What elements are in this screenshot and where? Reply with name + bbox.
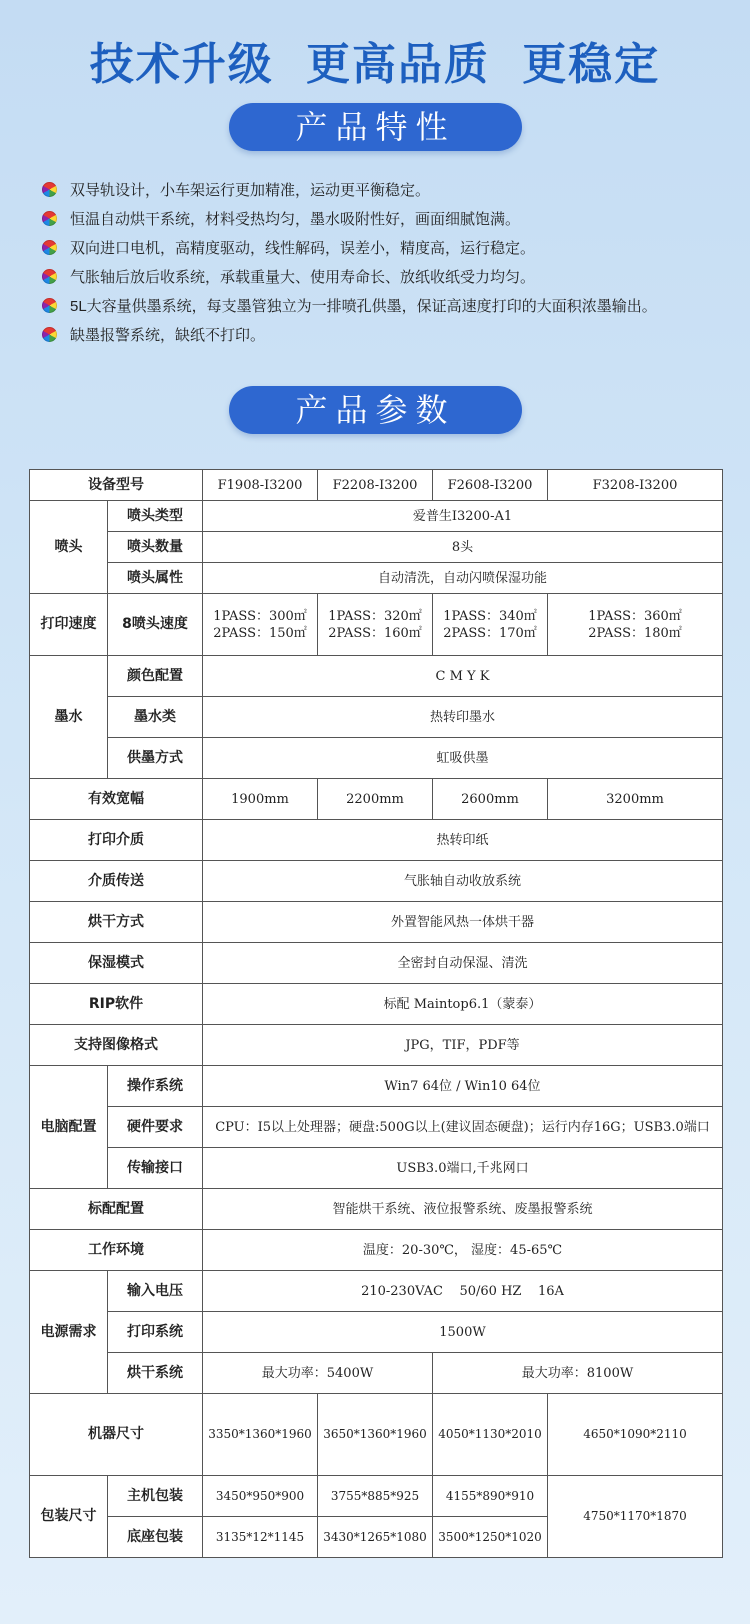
table-row bbox=[30, 1271, 723, 1312]
table-row bbox=[30, 470, 723, 501]
width-cell: 2600mm bbox=[433, 779, 548, 820]
speed-2pass: 2PASS：170㎡ bbox=[443, 625, 537, 641]
speed-1pass: 1PASS：300㎡ bbox=[213, 608, 307, 624]
rip-value: 标配 Maintop6.1（蒙泰） bbox=[203, 984, 723, 1025]
head-attr-value: 自动清洗，自动闪喷保湿功能 bbox=[203, 563, 723, 594]
head-count-label: 喷头数量 bbox=[108, 532, 203, 563]
ink-color-label: 颜色配置 bbox=[108, 656, 203, 697]
table-row bbox=[30, 1066, 723, 1107]
print-sys-label: 打印系统 bbox=[108, 1312, 203, 1353]
pack-base-cell: 3500*1250*1020 bbox=[433, 1517, 548, 1558]
params-title: 产品参数 bbox=[295, 392, 456, 428]
spec-table bbox=[29, 469, 723, 1558]
port-value: USB3.0端口,千兆网口 bbox=[203, 1148, 723, 1189]
dry-value: 外置智能风热一体烘干器 bbox=[203, 902, 723, 943]
model-cell: F3208-I3200 bbox=[548, 470, 723, 501]
color-wheel-icon bbox=[42, 269, 57, 284]
table-row bbox=[30, 820, 723, 861]
table-row bbox=[30, 1476, 723, 1517]
speed-1pass: 1PASS：360㎡ bbox=[588, 608, 682, 624]
moist-value: 全密封自动保湿、清洗 bbox=[203, 943, 723, 984]
table-row bbox=[30, 1230, 723, 1271]
ink-color-value: C M Y K bbox=[203, 656, 723, 697]
feature-item bbox=[42, 320, 742, 349]
table-row bbox=[30, 984, 723, 1025]
media-value: 热转印纸 bbox=[203, 820, 723, 861]
feature-item bbox=[42, 233, 742, 262]
table-row bbox=[30, 1107, 723, 1148]
std-value: 智能烘干系统、液位报警系统、废墨报警系统 bbox=[203, 1189, 723, 1230]
feature-text: 缺墨报警系统，缺纸不打印。 bbox=[70, 327, 266, 344]
transfer-label: 介质传送 bbox=[30, 861, 203, 902]
dry-label: 烘干方式 bbox=[30, 902, 203, 943]
feature-text: 5L大容量供墨系统，每支墨管独立为一排喷孔供墨，保证高速度打印的大面积浓墨输出。 bbox=[70, 298, 657, 315]
width-cell: 3200mm bbox=[548, 779, 723, 820]
feature-item bbox=[42, 175, 742, 204]
table-row bbox=[30, 1394, 723, 1476]
size-cell: 3650*1360*1960 bbox=[318, 1394, 433, 1476]
moist-label: 保湿模式 bbox=[30, 943, 203, 984]
pc-group-label: 电脑配置 bbox=[30, 1066, 108, 1189]
speed-1pass: 1PASS：340㎡ bbox=[443, 608, 537, 624]
size-label: 机器尺寸 bbox=[30, 1394, 203, 1476]
speed-label: 8喷头速度 bbox=[108, 594, 203, 656]
model-cell: F2208-I3200 bbox=[318, 470, 433, 501]
speed-cell bbox=[433, 594, 548, 656]
model-label: 设备型号 bbox=[30, 470, 203, 501]
width-label: 有效宽幅 bbox=[30, 779, 203, 820]
pack-base-cell: 3135*12*1145 bbox=[203, 1517, 318, 1558]
feature-text: 双导轨设计，小车架运行更加精准，运动更平衡稳定。 bbox=[70, 182, 431, 199]
media-label: 打印介质 bbox=[30, 820, 203, 861]
color-wheel-icon bbox=[42, 240, 57, 255]
speed-2pass: 2PASS：160㎡ bbox=[328, 625, 422, 641]
pack-base-cell: 3430*1265*1080 bbox=[318, 1517, 433, 1558]
table-row bbox=[30, 1148, 723, 1189]
dry-sys-value: 最大功率：8100W bbox=[433, 1353, 723, 1394]
voltage-value: 210-230VAC 50/60 HZ 16A bbox=[203, 1271, 723, 1312]
feature-list bbox=[42, 175, 742, 349]
table-row bbox=[30, 501, 723, 532]
size-cell: 4050*1130*2010 bbox=[433, 1394, 548, 1476]
pack-base-label: 底座包装 bbox=[108, 1517, 203, 1558]
table-row bbox=[30, 1353, 723, 1394]
table-row bbox=[30, 563, 723, 594]
pack-last-cell: 4750*1170*1870 bbox=[548, 1476, 723, 1558]
head-type-label: 喷头类型 bbox=[108, 501, 203, 532]
speed-cell bbox=[548, 594, 723, 656]
print-sys-value: 1500W bbox=[203, 1312, 723, 1353]
ink-group-label: 墨水 bbox=[30, 656, 108, 779]
os-value: Win7 64位 / Win10 64位 bbox=[203, 1066, 723, 1107]
feature-item bbox=[42, 204, 742, 233]
params-title-pill bbox=[229, 386, 522, 434]
pack-group-label: 包装尺寸 bbox=[30, 1476, 108, 1558]
power-group-label: 电源需求 bbox=[30, 1271, 108, 1394]
hw-label: 硬件要求 bbox=[108, 1107, 203, 1148]
color-wheel-icon bbox=[42, 211, 57, 226]
table-row bbox=[30, 738, 723, 779]
port-label: 传输接口 bbox=[108, 1148, 203, 1189]
color-wheel-icon bbox=[42, 327, 57, 342]
speed-1pass: 1PASS：320㎡ bbox=[328, 608, 422, 624]
table-row bbox=[30, 861, 723, 902]
feature-item bbox=[42, 291, 742, 320]
std-label: 标配配置 bbox=[30, 1189, 203, 1230]
os-label: 操作系统 bbox=[108, 1066, 203, 1107]
headline: 技术升级 更高品质 更稳定 bbox=[89, 40, 661, 89]
env-label: 工作环境 bbox=[30, 1230, 203, 1271]
color-wheel-icon bbox=[42, 298, 57, 313]
env-value: 温度：20-30℃， 湿度：45-65℃ bbox=[203, 1230, 723, 1271]
size-cell: 3350*1360*1960 bbox=[203, 1394, 318, 1476]
rip-label: RIP软件 bbox=[30, 984, 203, 1025]
width-cell: 2200mm bbox=[318, 779, 433, 820]
head-type-value: 爱普生I3200-A1 bbox=[203, 501, 723, 532]
ink-supply-value: 虹吸供墨 bbox=[203, 738, 723, 779]
table-row bbox=[30, 594, 723, 656]
head-attr-label: 喷头属性 bbox=[108, 563, 203, 594]
head-group-label: 喷头 bbox=[30, 501, 108, 594]
speed-cell bbox=[318, 594, 433, 656]
head-count-value: 8头 bbox=[203, 532, 723, 563]
dry-sys-value: 最大功率：5400W bbox=[203, 1353, 433, 1394]
table-row bbox=[30, 1312, 723, 1353]
features-title: 产品特性 bbox=[295, 109, 456, 145]
table-row bbox=[30, 1189, 723, 1230]
table-row bbox=[30, 697, 723, 738]
table-row bbox=[30, 779, 723, 820]
ink-type-label: 墨水类 bbox=[108, 697, 203, 738]
pack-main-cell: 3450*950*900 bbox=[203, 1476, 318, 1517]
table-row bbox=[30, 1025, 723, 1066]
model-cell: F1908-I3200 bbox=[203, 470, 318, 501]
feature-text: 恒温自动烘干系统，材料受热均匀，墨水吸附性好，画面细腻饱满。 bbox=[70, 211, 521, 228]
ink-supply-label: 供墨方式 bbox=[108, 738, 203, 779]
voltage-label: 输入电压 bbox=[108, 1271, 203, 1312]
pack-main-cell: 3755*885*925 bbox=[318, 1476, 433, 1517]
table-row bbox=[30, 902, 723, 943]
width-cell: 1900mm bbox=[203, 779, 318, 820]
table-row bbox=[30, 532, 723, 563]
features-title-pill bbox=[229, 103, 522, 151]
color-wheel-icon bbox=[42, 182, 57, 197]
ink-type-value: 热转印墨水 bbox=[203, 697, 723, 738]
format-label: 支持图像格式 bbox=[30, 1025, 203, 1066]
model-cell: F2608-I3200 bbox=[433, 470, 548, 501]
feature-text: 双向进口电机，高精度驱动，线性解码，误差小，精度高，运行稳定。 bbox=[70, 240, 536, 257]
table-row bbox=[30, 943, 723, 984]
hw-value: CPU：I5以上处理器；硬盘:500G以上(建议固态硬盘)；运行内存16G；USB3.0端口 bbox=[203, 1107, 723, 1148]
speed-2pass: 2PASS：150㎡ bbox=[213, 625, 307, 641]
feature-item bbox=[42, 262, 742, 291]
speed-group-label: 打印速度 bbox=[30, 594, 108, 656]
table-row bbox=[30, 656, 723, 697]
size-cell: 4650*1090*2110 bbox=[548, 1394, 723, 1476]
format-value: JPG，TIF，PDF等 bbox=[203, 1025, 723, 1066]
pack-main-cell: 4155*890*910 bbox=[433, 1476, 548, 1517]
speed-2pass: 2PASS：180㎡ bbox=[588, 625, 682, 641]
transfer-value: 气胀轴自动收放系统 bbox=[203, 861, 723, 902]
pack-main-label: 主机包装 bbox=[108, 1476, 203, 1517]
dry-sys-label: 烘干系统 bbox=[108, 1353, 203, 1394]
feature-text: 气胀轴后放后收系统，承载重量大、使用寿命长、放纸收纸受力均匀。 bbox=[70, 269, 536, 286]
speed-cell bbox=[203, 594, 318, 656]
